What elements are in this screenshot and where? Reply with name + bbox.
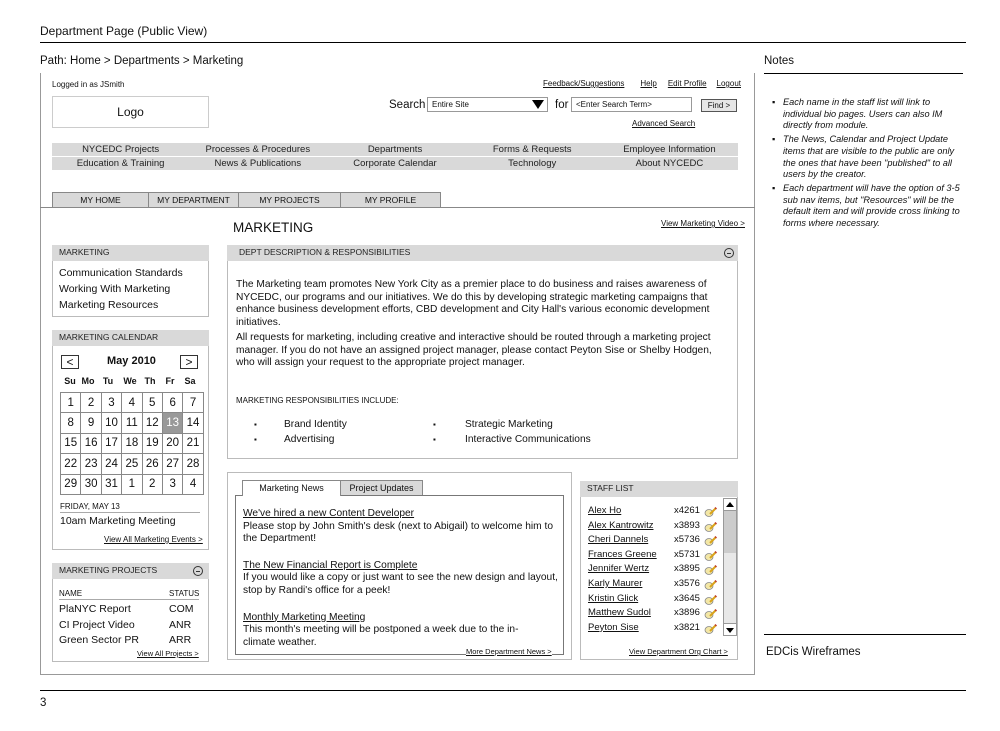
logo[interactable] xyxy=(52,96,209,128)
staff-name-link[interactable]: Matthew Sudol xyxy=(588,607,651,619)
feedback-link[interactable]: Feedback/Suggestions xyxy=(543,79,625,88)
nav-item[interactable]: Processes & Procedures xyxy=(205,144,311,155)
staff-extension: x3821 xyxy=(674,621,700,633)
calendar-day[interactable]: 3 xyxy=(101,393,121,413)
description-heading: DEPT DESCRIPTION & RESPONSIBILITIES xyxy=(227,245,738,261)
calendar-day[interactable]: 3 xyxy=(162,474,182,494)
staff-name-link[interactable]: Karly Maurer xyxy=(588,577,643,589)
staff-name-link[interactable]: Peyton Sise xyxy=(588,621,639,633)
calendar-day[interactable]: 11 xyxy=(122,413,142,433)
staff-extensions xyxy=(674,504,700,635)
calendar-day[interactable]: 25 xyxy=(122,454,142,474)
search-placeholder: <Enter Search Term> xyxy=(576,100,652,109)
calendar-day[interactable]: 31 xyxy=(101,474,121,494)
responsibility-item: ▪ Strategic Marketing xyxy=(433,418,591,432)
calendar-week xyxy=(61,454,204,474)
calendar-day[interactable]: 26 xyxy=(142,454,162,474)
next-month-button[interactable] xyxy=(180,355,198,369)
help-link[interactable]: Help xyxy=(640,79,657,88)
calendar-day[interactable]: 15 xyxy=(61,433,81,453)
arrow-up-icon xyxy=(726,502,734,507)
staff-extension: x5736 xyxy=(674,534,700,546)
calendar-day[interactable]: 5 xyxy=(142,393,162,413)
note-item: ▪ The News, Calendar and Project Update items that are visible to the public are only the ones that have been "published" to all users by the creator. xyxy=(772,134,955,180)
calendar-day[interactable]: 30 xyxy=(81,474,101,494)
more-news-link[interactable]: More Department News > xyxy=(466,647,552,656)
responsibilities-right xyxy=(433,418,591,448)
scroll-thumb[interactable] xyxy=(724,511,736,553)
nav-item[interactable]: Departments xyxy=(367,144,423,155)
nav-item[interactable]: NYCEDC Projects xyxy=(82,144,160,155)
news-list xyxy=(243,508,559,649)
tab-marketing-news[interactable] xyxy=(242,480,341,496)
calendar-day[interactable]: 1 xyxy=(122,474,142,494)
breadcrumb: Path: Home > Departments > Marketing xyxy=(40,55,244,67)
project-status: ANR xyxy=(169,618,192,631)
note-item: ▪ Each department will have the option of 3-5 sub nav items, but "Resources" will be the default item and will provide cross linking to forms where necessary. xyxy=(772,182,960,229)
nav-item[interactable]: Corporate Calendar xyxy=(353,158,437,169)
page-number: 3 xyxy=(40,697,47,709)
calendar-day[interactable]: 2 xyxy=(142,474,162,494)
description-paragraph: All requests for marketing, including creative and interactive should be routed through a marketing project manager. If you do not have an assigned project manager, please contact Peyton Sise or Shelby Hodgen, who will assign your request to the appropriate project manager. xyxy=(236,332,712,369)
responsibility-item: ▪ Interactive Communications xyxy=(433,433,591,447)
chevron-down-icon xyxy=(532,100,544,109)
staff-name-link[interactable]: Kristin Glick xyxy=(588,592,639,604)
nav-item[interactable]: Forms & Requests xyxy=(492,144,572,155)
news-title[interactable]: Monthly Marketing Meeting xyxy=(243,611,366,623)
news-title[interactable]: We've hired a new Content Developer xyxy=(243,508,415,519)
project-status: COM xyxy=(169,603,194,615)
tab-label: Marketing News xyxy=(259,483,324,493)
edit-profile-link[interactable]: Edit Profile xyxy=(667,79,707,88)
project-name[interactable]: CI Project Video xyxy=(59,618,135,631)
scroll-down-button[interactable] xyxy=(724,623,736,635)
nav-item[interactable]: About NYCEDC xyxy=(635,158,704,169)
staff-names xyxy=(588,504,657,635)
nav-item[interactable]: Employee Information xyxy=(623,144,716,155)
logged-in-text: Logged in as JSmith xyxy=(52,80,125,89)
staff-extension: x3896 xyxy=(674,607,700,619)
utility-links xyxy=(543,79,741,88)
news-title[interactable]: The New Financial Report is Complete xyxy=(243,559,418,571)
day-of-week: Tu xyxy=(102,376,114,386)
calendar-day-selected[interactable]: 13 xyxy=(162,413,182,433)
staff-extension: x5731 xyxy=(674,548,700,560)
im-chat-icon[interactable] xyxy=(704,578,716,587)
prev-month-button[interactable] xyxy=(61,355,79,369)
notes-list xyxy=(772,97,964,230)
subnav-heading: MARKETING xyxy=(52,245,209,261)
calendar-day[interactable]: 1 xyxy=(61,393,81,413)
news-body: This month's meeting will be postponed a week due to the in-climate weather. xyxy=(243,624,519,648)
tab-my-profile[interactable]: MY PROFILE xyxy=(340,192,441,208)
calendar-day[interactable]: 27 xyxy=(162,454,182,474)
news-body: If you would like a copy or just want to see the new design and layout, stop by Randi's office for a peek! xyxy=(243,572,558,596)
page-title: Department Page (Public View) xyxy=(40,24,208,38)
calendar-day[interactable]: 4 xyxy=(122,393,142,413)
calendar-day[interactable]: 21 xyxy=(183,433,203,453)
scrollbar[interactable] xyxy=(723,498,737,636)
staff-heading: STAFF LIST xyxy=(580,481,738,497)
day-of-week: Th xyxy=(144,376,156,386)
footer-label: EDCis Wireframes xyxy=(766,646,861,658)
tab-my-projects[interactable]: MY PROJECTS xyxy=(238,192,341,208)
subnav-list xyxy=(59,265,183,313)
day-of-week: Fr xyxy=(165,376,175,386)
projects-heading: MARKETING PROJECTS xyxy=(52,563,209,579)
staff-name-link[interactable]: Jennifer Wertz xyxy=(588,563,650,575)
department-title: MARKETING xyxy=(233,220,314,235)
staff-name-link[interactable]: Cheri Dannels xyxy=(588,534,649,546)
tab-my-home[interactable]: MY HOME xyxy=(52,192,149,208)
scroll-up-button[interactable] xyxy=(724,499,736,511)
collapse-icon[interactable] xyxy=(193,566,203,576)
im-chat-icon[interactable] xyxy=(704,607,716,616)
tab-label: Project Updates xyxy=(349,483,414,493)
calendar-month: May 2010 xyxy=(107,355,156,367)
calendar-week xyxy=(61,433,204,453)
calendar-day[interactable]: 8 xyxy=(61,413,81,433)
calendar-grid xyxy=(60,392,204,495)
calendar-week xyxy=(61,393,204,413)
personal-tabs xyxy=(52,192,440,208)
projects-col-status: STATUS xyxy=(169,589,200,598)
search-input[interactable] xyxy=(571,97,692,112)
staff-extension: x4261 xyxy=(674,505,700,516)
calendar-day[interactable]: 12 xyxy=(142,413,162,433)
calendar-day[interactable]: 9 xyxy=(81,413,101,433)
responsibility-item: ▪ Brand Identity xyxy=(254,418,347,432)
calendar-day[interactable]: 17 xyxy=(101,433,121,453)
description-paragraph: The Marketing team promotes New York City as a premier place to do business and raises awareness of NYCEDC, our programs and our initiatives. We do this by developing strategic marketing campaigns that enhance business development efforts, CBD development and City Hall's various economic development initiatives. xyxy=(236,279,710,328)
calendar-day[interactable]: 7 xyxy=(183,393,203,413)
divider xyxy=(764,73,963,74)
im-chat-icon[interactable] xyxy=(704,593,716,602)
divider xyxy=(764,634,966,635)
subnav-item[interactable]: Communication Standards xyxy=(59,267,183,279)
project-status: ARR xyxy=(169,634,192,646)
day-of-week: We xyxy=(123,376,137,386)
calendar-day[interactable]: 24 xyxy=(101,454,121,474)
calendar-date-label: FRIDAY, MAY 13 xyxy=(60,502,120,511)
search-scope-select[interactable] xyxy=(427,97,548,112)
divider xyxy=(40,690,966,691)
search-scope-value: Entire Site xyxy=(432,100,469,109)
news-body: Please stop by John Smith's desk (next to Abigail) to welcome him to the Department! xyxy=(243,520,553,545)
logout-link[interactable]: Logout xyxy=(716,79,741,88)
view-video-link[interactable]: View Marketing Video > xyxy=(661,219,745,228)
arrow-down-icon xyxy=(726,628,734,633)
subnav-item[interactable]: Working With Marketing xyxy=(59,283,171,295)
projects-names xyxy=(59,602,139,649)
im-chat-icon[interactable] xyxy=(704,622,716,631)
responsibility-item: ▪ Advertising xyxy=(254,433,347,447)
calendar-day[interactable]: 29 xyxy=(61,474,81,494)
calendar-day[interactable]: 18 xyxy=(122,433,142,453)
staff-extension: x3893 xyxy=(674,519,700,531)
nav-item[interactable]: Education & Training xyxy=(76,158,165,169)
calendar-day[interactable]: 4 xyxy=(183,474,203,494)
logo-text: Logo xyxy=(117,105,144,119)
calendar-day[interactable]: 2 xyxy=(81,393,101,413)
im-chat-icon[interactable] xyxy=(704,563,716,572)
calendar-day[interactable]: 22 xyxy=(61,454,81,474)
calendar-day[interactable]: 19 xyxy=(142,433,162,453)
calendar-day[interactable]: 14 xyxy=(183,413,203,433)
calendar-day[interactable]: 10 xyxy=(101,413,121,433)
subnav-item[interactable]: Marketing Resources xyxy=(59,299,159,311)
for-label: for xyxy=(555,99,569,111)
tab-project-updates[interactable] xyxy=(340,480,423,496)
notes-title: Notes xyxy=(764,55,795,67)
calendar-day[interactable]: 28 xyxy=(183,454,203,474)
staff-name-link[interactable]: Alex Kantrowitz xyxy=(588,519,654,531)
calendar-day[interactable]: 6 xyxy=(162,393,182,413)
calendar-day[interactable]: 23 xyxy=(81,454,101,474)
divider xyxy=(40,42,966,43)
calendar-event[interactable]: 10am Marketing Meeting xyxy=(60,515,176,527)
search-label: Search xyxy=(389,99,426,111)
calendar-day[interactable]: 16 xyxy=(81,433,101,453)
main-nav-row-2 xyxy=(52,157,738,170)
responsibilities-heading: MARKETING RESPONSIBILITIES INCLUDE: xyxy=(236,396,399,405)
projects-statuses xyxy=(169,602,194,649)
responsibilities-left xyxy=(254,418,347,448)
day-of-week: Mo xyxy=(81,376,95,386)
calendar-week xyxy=(61,413,204,433)
view-all-events-link[interactable]: View All Marketing Events > xyxy=(104,535,203,544)
staff-extension: x3576 xyxy=(674,577,700,589)
note-item: ▪ Each name in the staff list will link to individual bio pages. Users can also IM directly from module. xyxy=(772,97,943,131)
im-chat-icon[interactable] xyxy=(704,534,716,543)
project-name[interactable]: Green Sector PR xyxy=(59,634,139,646)
org-chart-link[interactable]: View Department Org Chart > xyxy=(629,647,728,656)
staff-name-link[interactable]: Alex Ho xyxy=(588,505,622,516)
nav-item[interactable]: Technology xyxy=(508,158,557,169)
projects-col-name: NAME xyxy=(59,589,83,598)
chevron-right-icon: > xyxy=(185,355,193,369)
advanced-search-link[interactable]: Advanced Search xyxy=(632,119,696,128)
find-button-label: Find > xyxy=(707,101,731,110)
main-nav-row-1 xyxy=(52,143,738,156)
im-chat-icon[interactable] xyxy=(704,505,716,514)
chevron-left-icon: < xyxy=(66,355,74,369)
calendar-day[interactable]: 20 xyxy=(162,433,182,453)
day-of-week: Su xyxy=(64,376,76,386)
im-chat-icon[interactable] xyxy=(704,549,716,558)
calendar-heading: MARKETING CALENDAR xyxy=(52,330,209,346)
tab-my-department[interactable]: MY DEPARTMENT xyxy=(148,192,239,208)
project-name[interactable]: PlaNYC Report xyxy=(59,603,131,615)
collapse-icon[interactable] xyxy=(724,248,734,258)
staff-name-link[interactable]: Frances Greene xyxy=(588,548,657,560)
staff-extension: x3895 xyxy=(674,563,700,575)
view-all-projects-link[interactable]: View All Projects > xyxy=(137,649,199,658)
day-of-week: Sa xyxy=(184,376,196,386)
im-chat-icon[interactable] xyxy=(704,520,716,529)
calendar-week xyxy=(61,474,204,494)
staff-extension: x3645 xyxy=(674,592,700,604)
nav-item[interactable]: News & Publications xyxy=(214,158,302,169)
find-button[interactable] xyxy=(701,99,737,112)
